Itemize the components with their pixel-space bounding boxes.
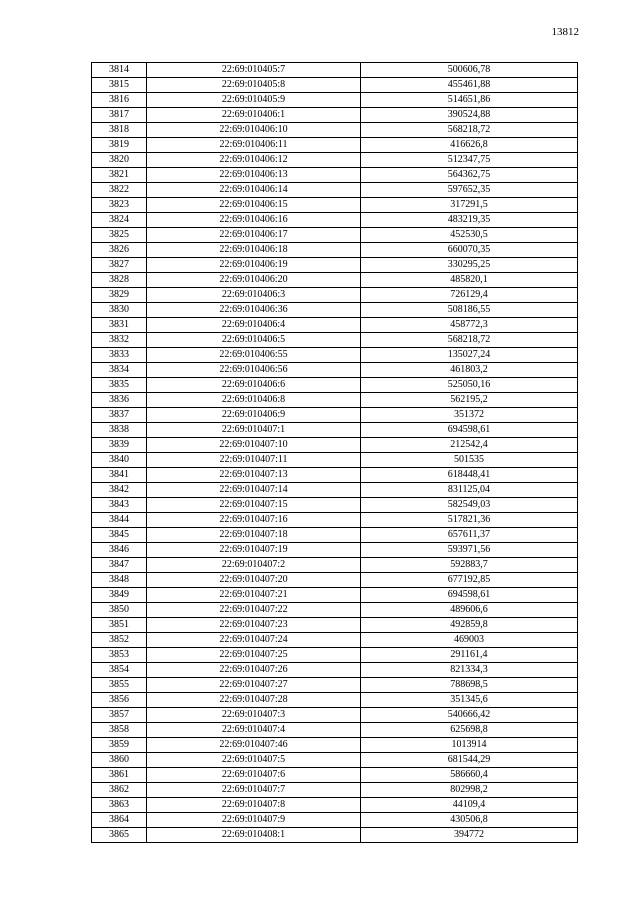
value-cell: 492859,8 bbox=[361, 618, 578, 633]
cadastral-number-cell: 22:69:010406:20 bbox=[147, 273, 361, 288]
row-number-cell: 3838 bbox=[92, 423, 147, 438]
value-cell: 514651,86 bbox=[361, 93, 578, 108]
row-number-cell: 3843 bbox=[92, 498, 147, 513]
table-row bbox=[92, 693, 578, 708]
row-number-cell: 3857 bbox=[92, 708, 147, 723]
row-number-cell: 3864 bbox=[92, 813, 147, 828]
cadastral-number-cell: 22:69:010407:28 bbox=[147, 693, 361, 708]
value-cell: 788698,5 bbox=[361, 678, 578, 693]
row-number-cell: 3852 bbox=[92, 633, 147, 648]
cadastral-number-cell: 22:69:010406:11 bbox=[147, 138, 361, 153]
cadastral-number-cell: 22:69:010407:26 bbox=[147, 663, 361, 678]
table-row bbox=[92, 648, 578, 663]
value-cell: 455461,88 bbox=[361, 78, 578, 93]
row-number-cell: 3827 bbox=[92, 258, 147, 273]
value-cell: 430506,8 bbox=[361, 813, 578, 828]
row-number-cell: 3832 bbox=[92, 333, 147, 348]
value-cell: 351345,6 bbox=[361, 693, 578, 708]
cadastral-number-cell: 22:69:010407:21 bbox=[147, 588, 361, 603]
value-cell: 657611,37 bbox=[361, 528, 578, 543]
table-row bbox=[92, 258, 578, 273]
row-number-cell: 3850 bbox=[92, 603, 147, 618]
value-cell: 500606,78 bbox=[361, 63, 578, 78]
table-row bbox=[92, 63, 578, 78]
value-cell: 564362,75 bbox=[361, 168, 578, 183]
row-number-cell: 3846 bbox=[92, 543, 147, 558]
value-cell: 394772 bbox=[361, 828, 578, 843]
cadastral-number-cell: 22:69:010407:7 bbox=[147, 783, 361, 798]
table-row bbox=[92, 423, 578, 438]
table-row bbox=[92, 408, 578, 423]
cadastral-number-cell: 22:69:010406:12 bbox=[147, 153, 361, 168]
value-cell: 489606,6 bbox=[361, 603, 578, 618]
row-number-cell: 3859 bbox=[92, 738, 147, 753]
cadastral-number-cell: 22:69:010405:8 bbox=[147, 78, 361, 93]
row-number-cell: 3814 bbox=[92, 63, 147, 78]
value-cell: 802998,2 bbox=[361, 783, 578, 798]
value-cell: 485820,1 bbox=[361, 273, 578, 288]
cadastral-number-cell: 22:69:010407:13 bbox=[147, 468, 361, 483]
cadastral-number-cell: 22:69:010406:3 bbox=[147, 288, 361, 303]
table-row bbox=[92, 663, 578, 678]
cadastral-number-cell: 22:69:010406:19 bbox=[147, 258, 361, 273]
value-cell: 212542,4 bbox=[361, 438, 578, 453]
table-row bbox=[92, 108, 578, 123]
row-number-cell: 3849 bbox=[92, 588, 147, 603]
table-row bbox=[92, 438, 578, 453]
value-cell: 390524,88 bbox=[361, 108, 578, 123]
row-number-cell: 3855 bbox=[92, 678, 147, 693]
cadastral-number-cell: 22:69:010405:7 bbox=[147, 63, 361, 78]
table-row bbox=[92, 213, 578, 228]
value-cell: 351372 bbox=[361, 408, 578, 423]
cadastral-number-cell: 22:69:010407:18 bbox=[147, 528, 361, 543]
page-number: 13812 bbox=[551, 26, 579, 38]
cadastral-number-cell: 22:69:010407:15 bbox=[147, 498, 361, 513]
table-row bbox=[92, 543, 578, 558]
table-row bbox=[92, 483, 578, 498]
row-number-cell: 3840 bbox=[92, 453, 147, 468]
value-cell: 625698,8 bbox=[361, 723, 578, 738]
value-cell: 821334,3 bbox=[361, 663, 578, 678]
value-cell: 483219,35 bbox=[361, 213, 578, 228]
row-number-cell: 3845 bbox=[92, 528, 147, 543]
row-number-cell: 3819 bbox=[92, 138, 147, 153]
cadastral-number-cell: 22:69:010407:11 bbox=[147, 453, 361, 468]
row-number-cell: 3828 bbox=[92, 273, 147, 288]
row-number-cell: 3860 bbox=[92, 753, 147, 768]
value-cell: 562195,2 bbox=[361, 393, 578, 408]
table-row bbox=[92, 228, 578, 243]
cadastral-number-cell: 22:69:010407:20 bbox=[147, 573, 361, 588]
value-cell: 525050,16 bbox=[361, 378, 578, 393]
table-row bbox=[92, 288, 578, 303]
row-number-cell: 3820 bbox=[92, 153, 147, 168]
row-number-cell: 3862 bbox=[92, 783, 147, 798]
table-row bbox=[92, 333, 578, 348]
value-cell: 291161,4 bbox=[361, 648, 578, 663]
cadastral-number-cell: 22:69:010407:3 bbox=[147, 708, 361, 723]
cadastral-number-cell: 22:69:010407:23 bbox=[147, 618, 361, 633]
table-row bbox=[92, 138, 578, 153]
table-row bbox=[92, 708, 578, 723]
row-number-cell: 3829 bbox=[92, 288, 147, 303]
cadastral-number-cell: 22:69:010406:55 bbox=[147, 348, 361, 363]
row-number-cell: 3865 bbox=[92, 828, 147, 843]
table-row bbox=[92, 393, 578, 408]
cadastral-number-cell: 22:69:010406:56 bbox=[147, 363, 361, 378]
row-number-cell: 3826 bbox=[92, 243, 147, 258]
row-number-cell: 3834 bbox=[92, 363, 147, 378]
value-cell: 501535 bbox=[361, 453, 578, 468]
table-row bbox=[92, 633, 578, 648]
cadastral-number-cell: 22:69:010407:19 bbox=[147, 543, 361, 558]
value-cell: 317291,5 bbox=[361, 198, 578, 213]
table-body bbox=[92, 63, 578, 843]
table-row bbox=[92, 273, 578, 288]
value-cell: 677192,85 bbox=[361, 573, 578, 588]
table-row bbox=[92, 243, 578, 258]
row-number-cell: 3837 bbox=[92, 408, 147, 423]
table-row bbox=[92, 798, 578, 813]
value-cell: 461803,2 bbox=[361, 363, 578, 378]
row-number-cell: 3841 bbox=[92, 468, 147, 483]
cadastral-number-cell: 22:69:010407:46 bbox=[147, 738, 361, 753]
cadastral-number-cell: 22:69:010406:36 bbox=[147, 303, 361, 318]
row-number-cell: 3854 bbox=[92, 663, 147, 678]
cadastral-number-cell: 22:69:010406:13 bbox=[147, 168, 361, 183]
cadastral-number-cell: 22:69:010407:10 bbox=[147, 438, 361, 453]
row-number-cell: 3858 bbox=[92, 723, 147, 738]
value-cell: 517821,36 bbox=[361, 513, 578, 528]
table-row bbox=[92, 603, 578, 618]
row-number-cell: 3848 bbox=[92, 573, 147, 588]
value-cell: 660070,35 bbox=[361, 243, 578, 258]
table-row bbox=[92, 453, 578, 468]
table-row bbox=[92, 303, 578, 318]
row-number-cell: 3818 bbox=[92, 123, 147, 138]
row-number-cell: 3821 bbox=[92, 168, 147, 183]
value-cell: 831125,04 bbox=[361, 483, 578, 498]
table-row bbox=[92, 468, 578, 483]
row-number-cell: 3842 bbox=[92, 483, 147, 498]
value-cell: 618448,41 bbox=[361, 468, 578, 483]
table-row bbox=[92, 93, 578, 108]
row-number-cell: 3863 bbox=[92, 798, 147, 813]
cadastral-number-cell: 22:69:010406:6 bbox=[147, 378, 361, 393]
cadastral-number-cell: 22:69:010406:4 bbox=[147, 318, 361, 333]
table-row bbox=[92, 123, 578, 138]
row-number-cell: 3831 bbox=[92, 318, 147, 333]
cadastral-number-cell: 22:69:010407:2 bbox=[147, 558, 361, 573]
cadastral-number-cell: 22:69:010406:18 bbox=[147, 243, 361, 258]
value-cell: 452530,5 bbox=[361, 228, 578, 243]
row-number-cell: 3833 bbox=[92, 348, 147, 363]
value-cell: 694598,61 bbox=[361, 423, 578, 438]
value-cell: 135027,24 bbox=[361, 348, 578, 363]
cadastral-number-cell: 22:69:010407:22 bbox=[147, 603, 361, 618]
row-number-cell: 3844 bbox=[92, 513, 147, 528]
cadastral-number-cell: 22:69:010406:14 bbox=[147, 183, 361, 198]
cadastral-number-cell: 22:69:010406:9 bbox=[147, 408, 361, 423]
value-cell: 597652,35 bbox=[361, 183, 578, 198]
value-cell: 582549,03 bbox=[361, 498, 578, 513]
cadastral-number-cell: 22:69:010405:9 bbox=[147, 93, 361, 108]
cadastral-number-cell: 22:69:010406:15 bbox=[147, 198, 361, 213]
table-row bbox=[92, 378, 578, 393]
cadastral-number-cell: 22:69:010406:16 bbox=[147, 213, 361, 228]
cadastral-number-cell: 22:69:010406:5 bbox=[147, 333, 361, 348]
table-row bbox=[92, 168, 578, 183]
row-number-cell: 3830 bbox=[92, 303, 147, 318]
row-number-cell: 3824 bbox=[92, 213, 147, 228]
row-number-cell: 3835 bbox=[92, 378, 147, 393]
cadastral-table bbox=[91, 62, 578, 843]
table-row bbox=[92, 558, 578, 573]
cadastral-number-cell: 22:69:010408:1 bbox=[147, 828, 361, 843]
table-row bbox=[92, 198, 578, 213]
row-number-cell: 3823 bbox=[92, 198, 147, 213]
value-cell: 694598,61 bbox=[361, 588, 578, 603]
table-row bbox=[92, 738, 578, 753]
value-cell: 458772,3 bbox=[361, 318, 578, 333]
value-cell: 540666,42 bbox=[361, 708, 578, 723]
table-row bbox=[92, 813, 578, 828]
table-row bbox=[92, 753, 578, 768]
cadastral-number-cell: 22:69:010406:17 bbox=[147, 228, 361, 243]
value-cell: 568218,72 bbox=[361, 333, 578, 348]
row-number-cell: 3816 bbox=[92, 93, 147, 108]
row-number-cell: 3815 bbox=[92, 78, 147, 93]
table-row bbox=[92, 78, 578, 93]
cadastral-number-cell: 22:69:010407:25 bbox=[147, 648, 361, 663]
table-row bbox=[92, 618, 578, 633]
row-number-cell: 3861 bbox=[92, 768, 147, 783]
table-row bbox=[92, 588, 578, 603]
table-row bbox=[92, 348, 578, 363]
value-cell: 593971,56 bbox=[361, 543, 578, 558]
table-row bbox=[92, 573, 578, 588]
table-row bbox=[92, 153, 578, 168]
cadastral-number-cell: 22:69:010407:6 bbox=[147, 768, 361, 783]
table-row bbox=[92, 678, 578, 693]
cadastral-number-cell: 22:69:010407:16 bbox=[147, 513, 361, 528]
table-row bbox=[92, 498, 578, 513]
row-number-cell: 3836 bbox=[92, 393, 147, 408]
row-number-cell: 3839 bbox=[92, 438, 147, 453]
table-row bbox=[92, 528, 578, 543]
cadastral-number-cell: 22:69:010407:1 bbox=[147, 423, 361, 438]
table-row bbox=[92, 783, 578, 798]
cadastral-number-cell: 22:69:010407:14 bbox=[147, 483, 361, 498]
table-row bbox=[92, 183, 578, 198]
cadastral-number-cell: 22:69:010406:1 bbox=[147, 108, 361, 123]
cadastral-number-cell: 22:69:010406:10 bbox=[147, 123, 361, 138]
value-cell: 568218,72 bbox=[361, 123, 578, 138]
row-number-cell: 3856 bbox=[92, 693, 147, 708]
cadastral-number-cell: 22:69:010407:27 bbox=[147, 678, 361, 693]
value-cell: 726129,4 bbox=[361, 288, 578, 303]
cadastral-number-cell: 22:69:010407:8 bbox=[147, 798, 361, 813]
row-number-cell: 3853 bbox=[92, 648, 147, 663]
row-number-cell: 3817 bbox=[92, 108, 147, 123]
value-cell: 44109,4 bbox=[361, 798, 578, 813]
value-cell: 469003 bbox=[361, 633, 578, 648]
value-cell: 681544,29 bbox=[361, 753, 578, 768]
cadastral-number-cell: 22:69:010407:5 bbox=[147, 753, 361, 768]
value-cell: 512347,75 bbox=[361, 153, 578, 168]
value-cell: 592883,7 bbox=[361, 558, 578, 573]
value-cell: 508186,55 bbox=[361, 303, 578, 318]
table-row bbox=[92, 363, 578, 378]
table-row bbox=[92, 513, 578, 528]
cadastral-number-cell: 22:69:010407:4 bbox=[147, 723, 361, 738]
value-cell: 330295,25 bbox=[361, 258, 578, 273]
table-row bbox=[92, 828, 578, 843]
cadastral-number-cell: 22:69:010406:8 bbox=[147, 393, 361, 408]
value-cell: 1013914 bbox=[361, 738, 578, 753]
value-cell: 586660,4 bbox=[361, 768, 578, 783]
row-number-cell: 3847 bbox=[92, 558, 147, 573]
row-number-cell: 3822 bbox=[92, 183, 147, 198]
row-number-cell: 3851 bbox=[92, 618, 147, 633]
value-cell: 416626,8 bbox=[361, 138, 578, 153]
row-number-cell: 3825 bbox=[92, 228, 147, 243]
table-row bbox=[92, 318, 578, 333]
table-row bbox=[92, 723, 578, 738]
table-row bbox=[92, 768, 578, 783]
cadastral-number-cell: 22:69:010407:24 bbox=[147, 633, 361, 648]
cadastral-number-cell: 22:69:010407:9 bbox=[147, 813, 361, 828]
